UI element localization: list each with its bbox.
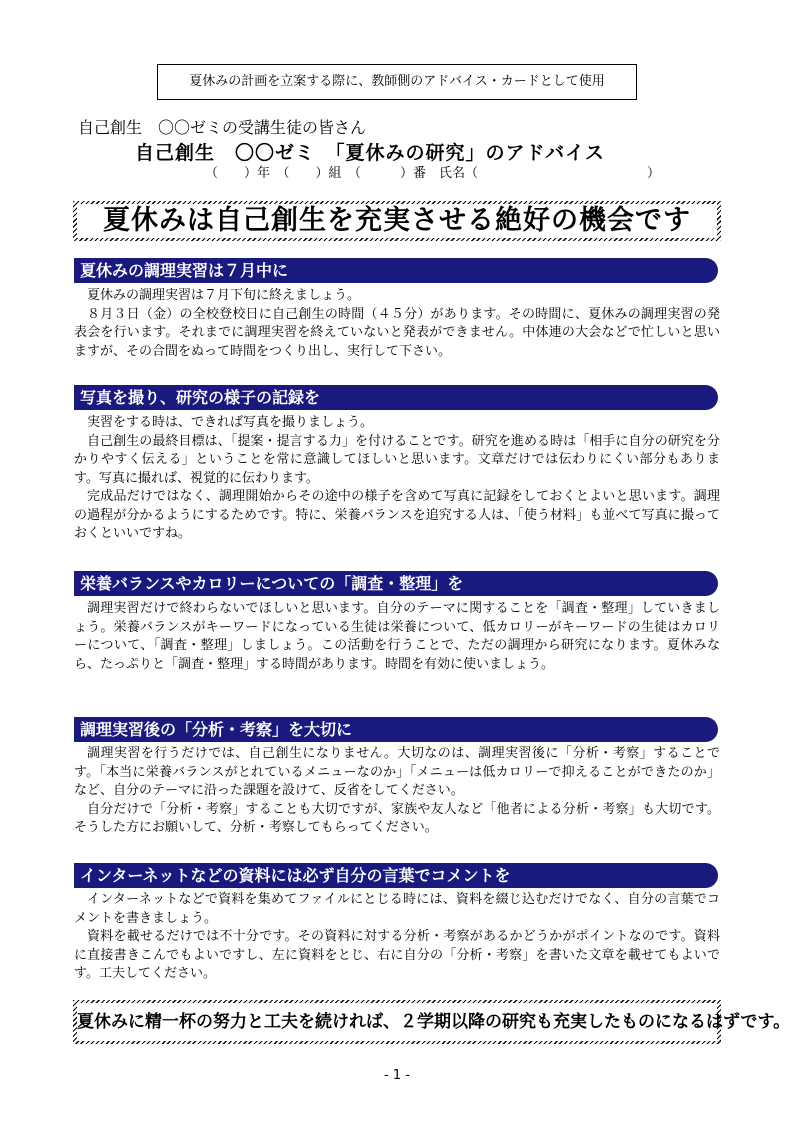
page-number: - 1 -: [384, 1068, 410, 1083]
bottom-banner-text: 夏休みに精一杯の努力と工夫を続ければ、２学期以降の研究も充実したものになるはずです。: [77, 1003, 717, 1041]
section-2-heading: 写真を撮り、研究の様子の記録を: [74, 385, 718, 410]
paragraph: 実習をする時は、できれば写真を撮りましょう。: [87, 415, 374, 430]
section-1-body: [74, 287, 720, 361]
section-5-heading: インターネットなどの資料には必ず自分の言葉でコメントを: [74, 863, 718, 888]
paragraph: 完成品だけではなく、調理開始からその途中の様子を含めて写真に記録をしておくとよいと思います。調理の過程が分かるようにするためです。特に、栄養バランスを追究する人は、「使う材料」も並べて写真に撮っておくといいですね。: [74, 489, 720, 541]
section-3-heading: 栄養バランスやカロリーについての「調査・整理」を: [74, 571, 718, 596]
name-line: （ ）年 （ ）組 （ ）番 氏名（ ）: [205, 166, 661, 181]
paragraph: 自分だけで「分析・考察」することも大切ですが、家族や友人など「他者による分析・考察」も大切です。そうした方にお願いして、分析・考察してもらってください。: [74, 801, 720, 835]
section-4-heading: 調理実習後の「分析・考察」を大切に: [74, 717, 718, 742]
top-banner-text: 夏休みは自己創生を充実させる絶好の機会です: [77, 204, 717, 238]
paragraph: 夏休みの調理実習は７月下旬に終えましょう。: [87, 288, 361, 303]
bottom-banner: [73, 1000, 791, 1044]
top-banner: [73, 201, 721, 241]
section-5-body: [74, 891, 720, 984]
paragraph: 調理実習だけで終わらないでほしいと思います。自分のテーマに関することを「調査・整理」していきましょう。栄養バランスがキーワードになっている生徒は栄養について、低カロリーがキーワードの生徒はカロリーについて、「調査・整理」しましょう。この活動を行うことで、ただの調理から研究になります。夏休みなら、たっぷりと「調査・整理」する時間があります。時間を有効に使いましょう。: [74, 601, 720, 672]
paragraph: 調理実習を行うだけでは、自己創生になりません。大切なのは、調理実習後に「分析・考察」することです。「本当に栄養バランスがとれているメニューなのか」「メニューは低カロリーで抑えることができたのか」など、自分のテーマに沿った課題を設けて、反省をしてください。: [74, 746, 720, 798]
paragraph: ８月３日（金）の全校登校日に自己創生の時間（４５分）があります。その時間に、夏休みの調理実習の発表会を行います。それまでに調理実習を終えていないと発表ができません。中体連の大会などで忙しいと思いますが、その合間をぬって時間をつくり出し、実行して下さい。: [74, 306, 720, 359]
paragraph: 資料を載せるだけでは不十分です。その資料に対する分析・考察があるかどうかがポイントなのです。資料に直接書きこんでもよいですし、左に資料をとじ、右に自分の「分析・考察」を書いた文章を載せてもよいです。工夫してください。: [74, 929, 720, 981]
section-1-heading: 夏休みの調理実習は７月中に: [74, 258, 718, 283]
paragraph: インターネットなどで資料を集めてファイルにとじる時には、資料を綴じ込むだけでなく、自分の言葉でコメントを書きましょう。: [74, 892, 720, 926]
section-4-body: [74, 745, 720, 838]
section-2-body: [74, 414, 720, 544]
usage-notice-box: 夏休みの計画を立案する際に、教師側のアドバイス・カードとして使用: [157, 64, 637, 100]
paragraph: 自己創生の最終目標は、「提案・提言する力」を付けることです。研究を進める時は「相手に自分の研究を分かりやすく伝える」ということを常に意識してほしいと思います。文章だけでは伝わりにくい部分もあります。写真に撮れば、視覚的に伝わります。: [74, 433, 720, 486]
page-title: 自己創生 〇〇ゼミ 「夏休みの研究」のアドバイス: [135, 142, 605, 164]
greeting: 自己創生 〇〇ゼミの受講生徒の皆さん: [78, 118, 367, 137]
section-3-body: [74, 600, 720, 674]
